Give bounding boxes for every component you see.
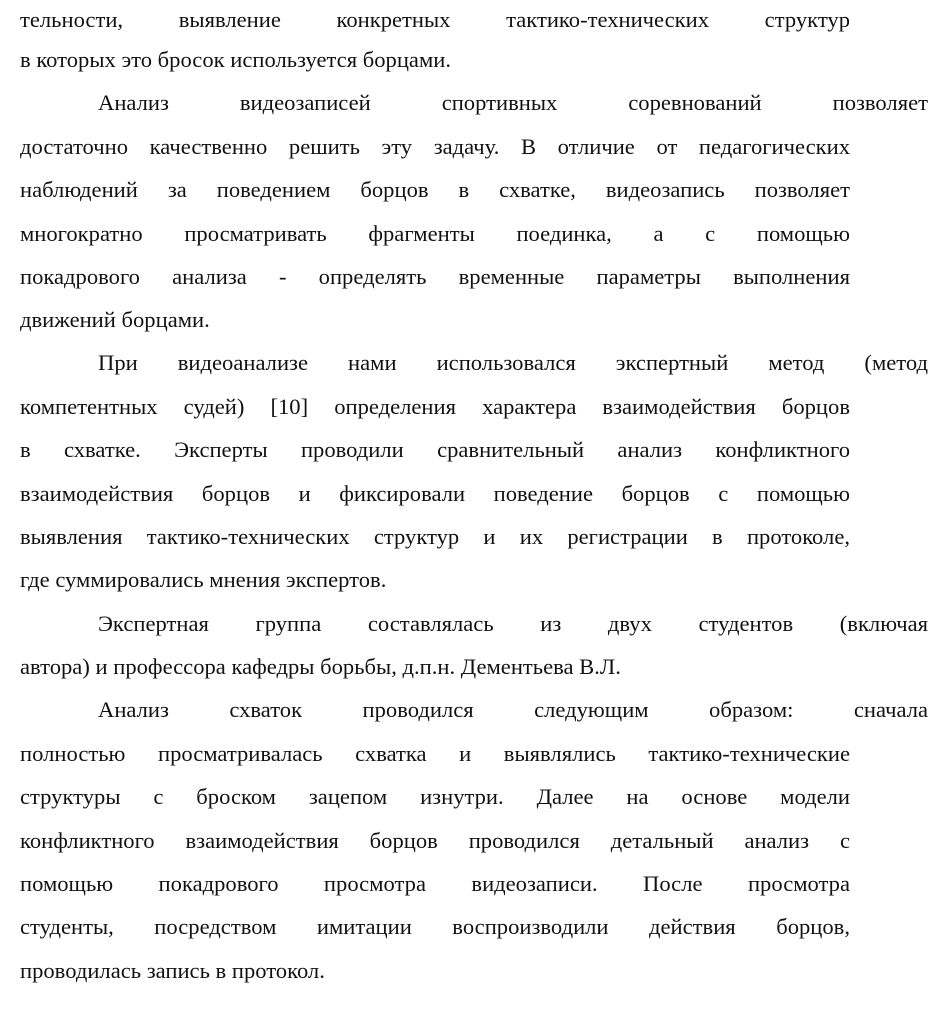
- text-line: тельности, выявление конкретных тактико-технических структур: [20, 7, 850, 32]
- text-line: наблюдений за поведением борцов в схватке, видеозапись позволяет: [20, 177, 850, 202]
- text-line: в которых это бросок используется борцами.: [20, 47, 451, 72]
- text-line: Экспертная группа составлялась из двух студентов (включая: [98, 611, 928, 636]
- text-line: автора) и профессора кафедры борьбы, д.п.н. Дементьева В.Л.: [20, 654, 621, 679]
- text-line: студенты, посредством имитации воспроизводили действия борцов,: [20, 914, 850, 939]
- text-line: Анализ схваток проводился следующим образом: сначала: [98, 697, 928, 722]
- text-line: проводилась запись в протокол.: [20, 958, 325, 983]
- text-line: помощью покадрового просмотра видеозаписи. После просмотра: [20, 871, 850, 896]
- text-line: выявления тактико-технических структур и их регистрации в протоколе,: [20, 524, 850, 549]
- text-line: движений борцами.: [20, 307, 210, 332]
- text-line: При видеоанализе нами использовался экспертный метод (метод: [98, 350, 928, 375]
- text-line: структуры с броском зацепом изнутри. Далее на основе модели: [20, 784, 850, 809]
- text-line: многократно просматривать фрагменты поединка, а с помощью: [20, 221, 850, 246]
- text-line: в схватке. Эксперты проводили сравнительный анализ конфликтного: [20, 437, 850, 462]
- text-line: взаимодействия борцов и фиксировали поведение борцов с помощью: [20, 481, 850, 506]
- text-line: покадрового анализа - определять временные параметры выполнения: [20, 264, 850, 289]
- text-line: Анализ видеозаписей спортивных соревнований позволяет: [98, 90, 928, 115]
- text-line: компетентных судей) [10] определения характера взаимодействия борцов: [20, 394, 850, 419]
- text-line: конфликтного взаимодействия борцов проводился детальный анализ с: [20, 828, 850, 853]
- text-line: достаточно качественно решить эту задачу. В отличие от педагогических: [20, 134, 850, 159]
- text-line: полностью просматривалась схватка и выявлялись тактико-технические: [20, 741, 850, 766]
- text-line: где суммировались мнения экспертов.: [20, 567, 387, 592]
